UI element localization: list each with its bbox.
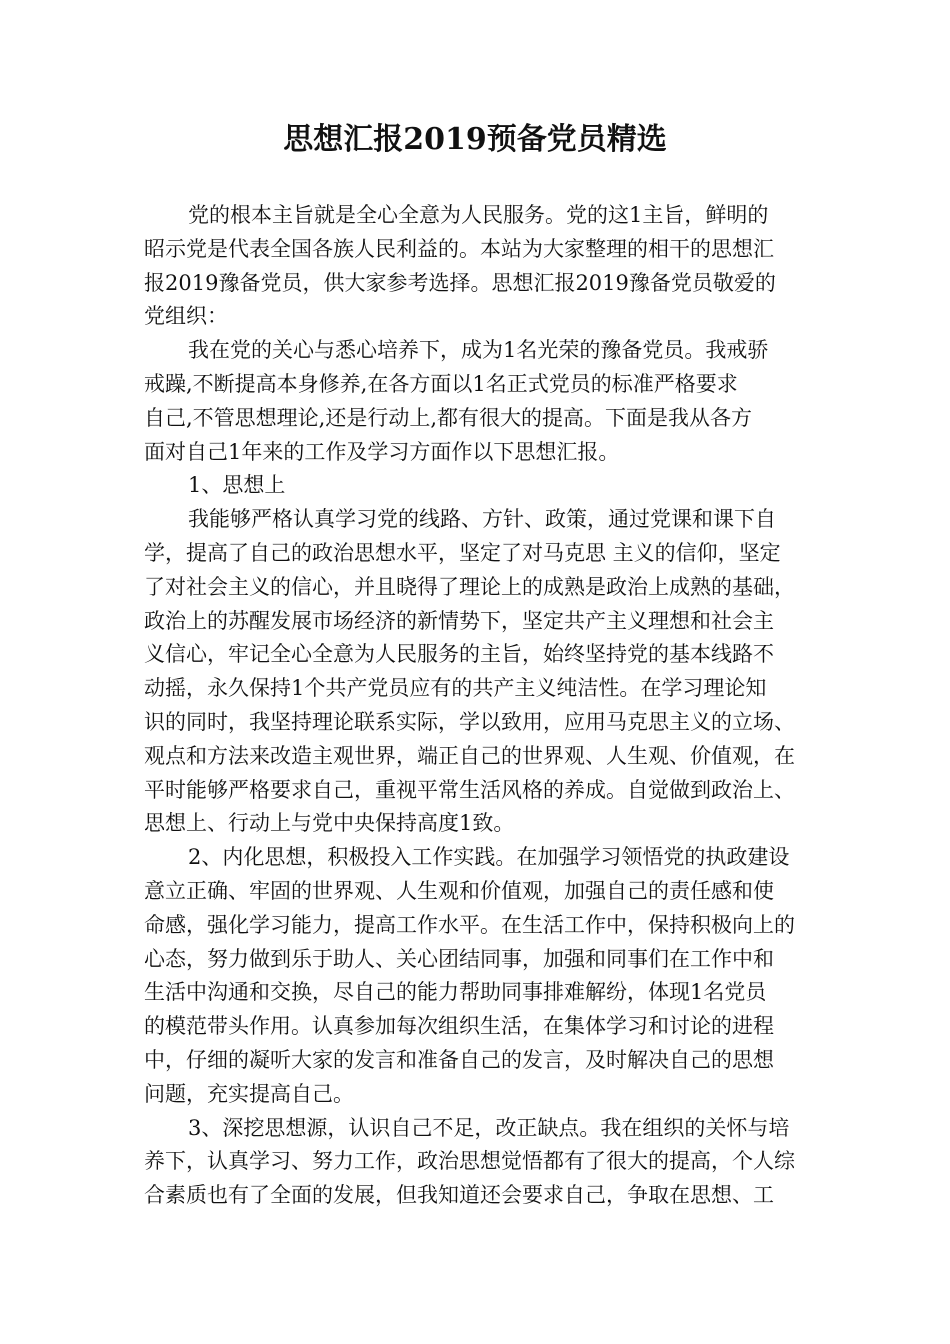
text-line: 平时能够严格要求自己，重视平常生活风格的养成。自觉做到政治上、 (144, 777, 795, 802)
text-line: 戒躁,不断提高本身修养,在各方面以1名正式党员的标准严格要求 (144, 371, 738, 396)
text-line: 观点和方法来改造主观世界，端正自己的世界观、人生观、价值观，在 (144, 743, 795, 768)
text-line: 识的同时，我坚持理论联系实际，学以致用，应用马克思主义的立场、 (144, 709, 795, 734)
text-line: 动摇，永久保持1个共产党员应有的共产主义纯洁性。在学习理论知 (144, 676, 767, 701)
text-line: 心态，努力做到乐于助人、关心团结同事，加强和同事们在工作中和 (144, 946, 774, 971)
text-line: 自己,不管思想理论,还是行动上,都有很大的提高。下面是我从各方 (144, 405, 753, 430)
text-line: 3、深挖思想源，认识自己不足，改正缺点。我在组织的关怀与培 (188, 1115, 790, 1140)
text-line: 学，提高了自己的政治思想水平，坚定了对马克思 主义的信仰，坚定 (144, 540, 781, 565)
text-line: 的模范带头作用。认真参加每次组织生活，在集体学习和讨论的进程 (144, 1014, 774, 1039)
text-line: 政治上的苏醒发展市场经济的新情势下，坚定共产主义理想和社会主 (144, 608, 774, 633)
text-line: 意立正确、牢固的世界观、人生观和价值观，加强自己的责任感和使 (144, 878, 774, 903)
text-line: 命感，强化学习能力，提高工作水平。在生活工作中，保持积极向上的 (144, 912, 795, 937)
text-line: 昭示党是代表全国各族人民利益的。本站为大家整理的相干的思想汇 (144, 236, 774, 261)
text-line: 我能够严格认真学习党的线路、方针、政策，通过党课和课下自 (188, 507, 776, 532)
text-line: 报2019豫备党员，供大家参考选择。思想汇报2019豫备党员敬爱的 (144, 270, 776, 295)
text-line: 党的根本主旨就是全心全意为人民服务。党的这1主旨，鲜明的 (188, 203, 769, 227)
text-line: 生活中沟通和交换，尽自己的能力帮助同事排难解纷，体现1名党员 (144, 980, 767, 1005)
document-body (144, 199, 820, 1213)
text-line: 问题，充实提高自己。 (144, 1081, 354, 1106)
text-line: 中，仔细的凝听大家的发言和准备自己的发言，及时解决自己的思想 (144, 1047, 774, 1072)
text-line: 养下，认真学习、努力工作，政治思想觉悟都有了很大的提高，个人综 (144, 1149, 795, 1174)
text-line: 面对自己1年来的工作及学习方面作以下思想汇报。 (144, 439, 620, 464)
text-line: 党组织： (144, 304, 228, 329)
text-line: 2、内化思想，积极投入工作实践。在加强学习领悟党的执政建设 (188, 845, 790, 870)
text-line: 合素质也有了全面的发展，但我知道还会要求自己，争取在思想、工 (144, 1183, 774, 1208)
text-line: 义信心，牢记全心全意为人民服务的主旨，始终坚持党的基本线路不 (144, 642, 774, 667)
document-title: 思想汇报2019预备党员精选 (283, 122, 667, 157)
text-line: 思想上、行动上与党中央保持高度1致。 (144, 811, 515, 836)
text-line: 我在党的关心与悉心培养下，成为1名光荣的豫备党员。我戒骄 (188, 338, 769, 363)
text-line: 1、思想上 (188, 473, 286, 498)
text-line: 了对社会主义的信心，并且晓得了理论上的成熟是政治上成熟的基础， (144, 574, 795, 599)
